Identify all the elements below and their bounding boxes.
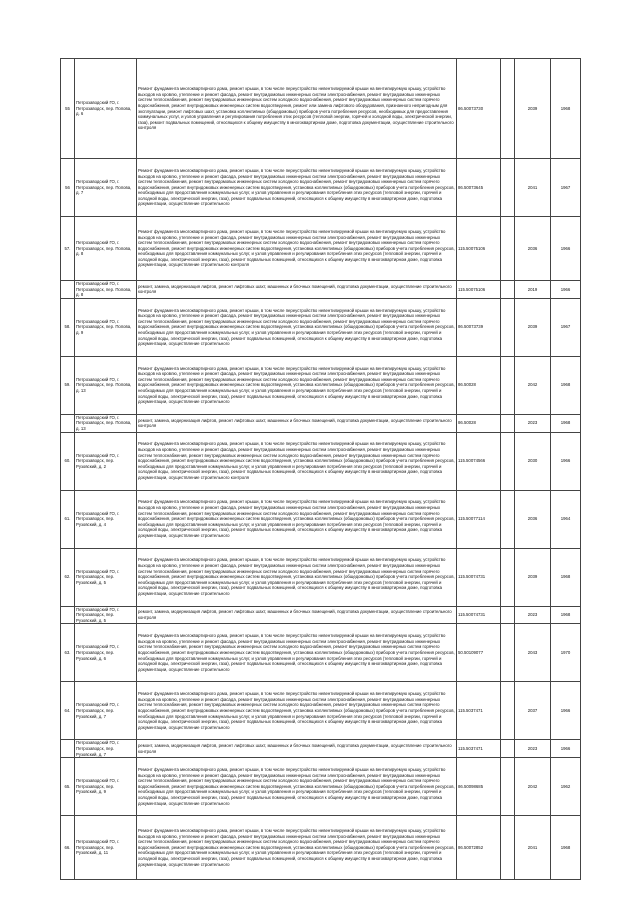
house-id: 115.50074731 xyxy=(457,548,501,606)
house-address: Петрозаводский ГО, г. Петрозаводск, пер. Попова, д. 8 xyxy=(75,217,137,281)
house-id: 50.50109077 xyxy=(457,624,501,682)
row-number: 56 xyxy=(61,159,75,217)
row-number: 55 xyxy=(61,59,75,159)
row-number: 65. xyxy=(61,758,75,816)
house-address: Петрозаводский ГО, г. Петрозаводск, пер. Рузовский, д. 2 xyxy=(75,432,137,490)
house-id: 115.50075106 xyxy=(457,217,501,281)
build-year: 1966 xyxy=(551,682,581,740)
house-address: Петрозаводский ГО, г. Петрозаводск, пер. Рузовский, д. 6 xyxy=(75,624,137,682)
house-address: Петрозаводский ГО, г. Петрозаводск, пер. Рузовский, д. 4 xyxy=(75,490,137,548)
table-row xyxy=(61,548,581,606)
blank-cell xyxy=(501,356,515,414)
build-year: 1968 xyxy=(551,356,581,414)
repair-year: 2037 xyxy=(515,682,551,740)
house-address: Петрозаводский ГО, г. Петрозаводск, пер. Рузовский, д. 5 xyxy=(75,548,137,606)
table-row xyxy=(61,740,581,758)
work-types: Ремонт фундамента многоквартирного дома, ремонт крыши, в том числе переустройство невентилируемой крыши на вентилируемую крышу, устройство выходов на кровлю, утепление и ремонт фасада, ремонт внутридомовых инженерных систем электроснабжения, ремонт внутридомовых инженерных систем теплоснабжения, ремонт внутридомовых инженерных систем холодного водоснабжения, ремонт внутридомовых инженерных систем горячего водоснабжения, ремонт внутридомовых инженерных систем водоотведения, установка коллективных (общедомовых) приборов учета потребления ресурсов, необходимых для предоставления коммунальных услуг, и узлов управления и регулирования потребления этих ресурсов (тепловой энергии, горячей и холодной воды, электрической энергии, газа), ремонт подвальных помещений, относящихся к общему имуществу в многоквартирном доме, подготовка документации, осуществление строительного xyxy=(137,159,457,217)
work-types: Ремонт фундамента многоквартирного дома, ремонт крыши, в том числе переустройство невентилируемой крыши на вентилируемую крышу, устройство выходов на кровлю, утепление и ремонт фасада, ремонт внутридомовых инженерных систем электроснабжения, ремонт внутридомовых инженерных систем теплоснабжения, ремонт внутридомовых инженерных систем холодного водоснабжения, ремонт внутридомовых инженерных систем горячего водоснабжения, ремонт внутридомовых инженерных систем водоотведения, установка коллективных (общедомовых) приборов учета потребления ресурсов, необходимых для предоставления коммунальных услуг, и узлов управления и регулирования потребления этих ресурсов (тепловой энергии, горячей и холодной воды, электрической энергии, газа), ремонт подвальных помещений, относящихся к общему имуществу в многоквартирном доме, подготовка документации, осуществление строительного xyxy=(137,682,457,740)
house-address: Петрозаводский ГО, г. Петрозаводск, пер. Рузовский, д. 7 xyxy=(75,740,137,758)
repair-year: 2023 xyxy=(515,740,551,758)
work-types: Ремонт фундамента многоквартирного дома, ремонт крыши, в том числе переустройство невентилируемой крыши на вентилируемую крышу, устройство выходов на кровлю, утепление и ремонт фасада, ремонт внутридомовых инженерных систем электроснабжения, ремонт внутридомовых инженерных систем теплоснабжения, ремонт внутридомовых инженерных систем холодного водоснабжения, ремонт внутридомовых инженерных систем горячего водоснабжения, ремонт внутридомовых инженерных систем водоотведения, установка коллективных (общедомовых) приборов учета потребления ресурсов, необходимых для предоставления коммунальных услуг, и узлов управления и регулирования потребления этих ресурсов (тепловой энергии, горячей и холодной воды, электрической энергии, газа), ремонт подвальных помещений, относящихся к общему имуществу в многоквартирном доме, подготовка документации, осуществление строительного xyxy=(137,624,457,682)
build-year: 1966 xyxy=(551,740,581,758)
build-year: 1968 xyxy=(551,548,581,606)
house-address: Петрозаводский ГО, г. Петрозаводск, пер. Попова, д. 13 xyxy=(75,356,137,414)
house-address: Петрозаводский ГО, г. Петрозаводск, пер. Рузовский, д. 9 xyxy=(75,758,137,816)
row-number xyxy=(61,606,75,624)
table-row xyxy=(61,281,581,299)
house-id: 86.50072852 xyxy=(457,816,501,880)
work-types: Ремонт фундамента многоквартирного дома, ремонт крыши, в том числе переустройство невентилируемой крыши на вентилируемую крышу, устройство выходов на кровлю, утепление и ремонт фасада, ремонт внутридомовых инженерных систем электроснабжения, ремонт внутридомовых инженерных систем теплоснабжения, ремонт внутридомовых инженерных систем холодного водоснабжения, ремонт внутридомовых инженерных систем горячего водоснабжения, ремонт внутридомовых инженерных систем водоотведения, установка коллективных (общедомовых) приборов учета потребления ресурсов, необходимых для предоставления коммунальных услуг, и узлов управления и регулирования потребления этих ресурсов (тепловой энергии, горячей и холодной воды, электрической энергии, газа), ремонт подвальных помещений, относящихся к общему имуществу в многоквартирном доме, подготовка документации, осуществление строительного xyxy=(137,356,457,414)
capital-repair-table xyxy=(60,58,581,880)
house-id: 86.50028 xyxy=(457,414,501,432)
house-id: 115.50075106 xyxy=(457,281,501,299)
table-row xyxy=(61,59,581,159)
work-types: Ремонт фундамента многоквартирного дома, ремонт крыши, в том числе переустройство невентилируемой крыши на вентилируемую крышу, устройство выходов на кровлю, утепление и ремонт фасада, ремонт внутридомовых инженерных систем электроснабжения, ремонт внутридомовых инженерных систем теплоснабжения, ремонт внутридомовых инженерных систем холодного водоснабжения, ремонт внутридомовых инженерных систем горячего водоснабжения, ремонт внутридомовых инженерных систем водоотведения, установка коллективных (общедомовых) приборов учета потребления ресурсов, необходимых для предоставления коммунальных услуг, и узлов управления и регулирования потребления этих ресурсов (тепловой энергии, горячей и холодной воды, электрической энергии, газа), ремонт подвальных помещений, относящихся к общему имуществу в многоквартирном доме, подготовка документации, осуществление строительного контроля xyxy=(137,432,457,490)
work-types: Ремонт фундамента многоквартирного дома, ремонт крыши, в том числе переустройство невентилируемой крыши на вентилируемую крышу, устройство выходов на кровлю, утепление и ремонт фасада, ремонт внутридомовых инженерных систем электроснабжения, ремонт внутридомовых инженерных систем теплоснабжения, ремонт внутридомовых инженерных систем холодного водоснабжения, ремонт внутридомовых инженерных систем горячего водоснабжения, ремонт внутридомовых инженерных систем водоотведения, установка коллективных (общедомовых) приборов учета потребления ресурсов, необходимых для предоставления коммунальных услуг, и узлов управления и регулирования потребления этих ресурсов (тепловой энергии, горячей и холодной воды, электрической энергии, газа), ремонт подвальных помещений, относящихся к общему имуществу в многоквартирном доме, подготовка документации, осуществление строительного xyxy=(137,298,457,356)
repair-year: 2039 xyxy=(515,548,551,606)
repair-year: 2019 xyxy=(515,281,551,299)
blank-cell xyxy=(501,816,515,880)
house-address: Петрозаводский ГО, г. Петрозаводск, пер. Рузовский, д. 5 xyxy=(75,606,137,624)
blank-cell xyxy=(501,740,515,758)
row-number: 64. xyxy=(61,682,75,740)
blank-cell xyxy=(501,606,515,624)
build-year: 1968 xyxy=(551,414,581,432)
work-types: Ремонт фундамента многоквартирного дома, ремонт крыши, в том числе переустройство невентилируемой крыши на вентилируемую крышу, устройство выходов на кровлю, утепление и ремонт фасада, ремонт внутридомовых инженерных систем электроснабжения, ремонт внутридомовых инженерных систем теплоснабжения, ремонт внутридомовых инженерных систем холодного водоснабжения, ремонт внутридомовых инженерных систем горячего водоснабжения, ремонт внутридомовых инженерных систем водоотведения, установка коллективных (общедомовых) приборов учета потребления ресурсов, необходимых для предоставления коммунальных услуг, и узлов управления и регулирования потребления этих ресурсов (тепловой энергии, горячей и холодной воды, электрической энергии, газа), ремонт подвальных помещений, относящихся к общему имуществу в многоквартирном доме, подготовка документации, осуществление строительного xyxy=(137,816,457,880)
table-row xyxy=(61,490,581,548)
table-body xyxy=(61,59,581,880)
build-year: 1968 xyxy=(551,59,581,159)
house-address: Петрозаводский ГО, г. Петрозаводск, пер. Рузовский, д. 7 xyxy=(75,682,137,740)
house-id: 115.5037471 xyxy=(457,740,501,758)
house-id: 86.50073739 xyxy=(457,298,501,356)
row-number: 57. xyxy=(61,217,75,281)
repair-year: 2030 xyxy=(515,432,551,490)
build-year: 1962 xyxy=(551,758,581,816)
build-year: 1967 xyxy=(551,298,581,356)
row-number: 58. xyxy=(61,298,75,356)
row-number xyxy=(61,414,75,432)
house-id: 115.5037471 xyxy=(457,682,501,740)
blank-cell xyxy=(501,758,515,816)
house-id: 115.50074566 xyxy=(457,432,501,490)
house-id: 86.50028 xyxy=(457,356,501,414)
work-types: ремонт, замена, модернизация лифтов, ремонт лифтовых шахт, машинных и блочных помещений, подготовка документации, осуществление строительного контроля xyxy=(137,740,457,758)
blank-cell xyxy=(501,682,515,740)
blank-cell xyxy=(501,548,515,606)
house-address: Петрозаводский ГО, г. Петрозаводск, пер. Попова, д. 9 xyxy=(75,298,137,356)
row-number: 61. xyxy=(61,490,75,548)
blank-cell xyxy=(501,281,515,299)
work-types: Ремонт фундамента многоквартирного дома, ремонт крыши, в том числе переустройство невентилируемой крыши на вентилируемую крышу, устройство выходов на кровлю, утепление и ремонт фасада, ремонт внутридомовых инженерных систем электроснабжения, ремонт внутридомовых инженерных систем теплоснабжения, ремонт внутридомовых инженерных систем холодного водоснабжения, ремонт внутридомовых инженерных систем горячего водоснабжения, ремонт внутридомовых инженерных систем водоотведения, ремонт или замена лифтового оборудования, признанного непригодным для эксплуатации, ремонт лифтовых шахт, установка коллективных (общедомовых) приборов учета потребления ресурсов, необходимых для предоставления коммунальных услуг, и узлов управления и регулирования потребления этих ресурсов (тепловой энергии, горячей и холодной воды, электрической энергии, газа), ремонт подвальных помещений, относящихся к общему имуществу в многоквартирном доме, подготовка документации, осуществление строительного контроля xyxy=(137,59,457,159)
house-id: 86.50073730 xyxy=(457,59,501,159)
row-number: 62. xyxy=(61,548,75,606)
house-id: 86.50098685 xyxy=(457,758,501,816)
blank-cell xyxy=(501,490,515,548)
table-row xyxy=(61,816,581,880)
build-year: 1964 xyxy=(551,490,581,548)
blank-cell xyxy=(501,432,515,490)
table-row xyxy=(61,624,581,682)
table-row xyxy=(61,758,581,816)
table-row xyxy=(61,682,581,740)
build-year: 1966 xyxy=(551,432,581,490)
repair-year: 2039 xyxy=(515,298,551,356)
work-types: ремонт, замена, модернизация лифтов, ремонт лифтовых шахт, машинных и блочных помещений, подготовка документации, осуществление строительного контроля xyxy=(137,606,457,624)
repair-year: 2041 xyxy=(515,159,551,217)
row-number: 66. xyxy=(61,816,75,880)
row-number xyxy=(61,740,75,758)
work-types: ремонт, замена, модернизация лифтов, ремонт лифтовых шахт, машинных и блочных помещений, подготовка документации, осуществление строительного контроля xyxy=(137,414,457,432)
row-number xyxy=(61,281,75,299)
repair-year: 2042 xyxy=(515,356,551,414)
build-year: 1966 xyxy=(551,281,581,299)
table-row xyxy=(61,217,581,281)
blank-cell xyxy=(501,624,515,682)
work-types: Ремонт фундамента многоквартирного дома, ремонт крыши, в том числе переустройство невентилируемой крыши на вентилируемую крышу, устройство выходов на кровлю, утепление и ремонт фасада, ремонт внутридомовых инженерных систем электроснабжения, ремонт внутридомовых инженерных систем теплоснабжения, ремонт внутридомовых инженерных систем холодного водоснабжения, ремонт внутридомовых инженерных систем горячего водоснабжения, ремонт внутридомовых инженерных систем водоотведения, установка коллективных (общедомовых) приборов учета потребления ресурсов, необходимых для предоставления коммунальных услуг, и узлов управления и регулирования потребления этих ресурсов (тепловой энергии, горячей и холодной воды, электрической энергии, газа), ремонт подвальных помещений, относящихся к общему имуществу в многоквартирном доме, подготовка документации, осуществление строительного xyxy=(137,548,457,606)
build-year: 1966 xyxy=(551,217,581,281)
work-types: Ремонт фундамента многоквартирного дома, ремонт крыши, в том числе переустройство невентилируемой крыши на вентилируемую крышу, устройство выходов на кровлю, утепление и ремонт фасада, ремонт внутридомовых инженерных систем электроснабжения, ремонт внутридомовых инженерных систем теплоснабжения, ремонт внутридомовых инженерных систем холодного водоснабжения, ремонт внутридомовых инженерных систем горячего водоснабжения, ремонт внутридомовых инженерных систем водоотведения, установка коллективных (общедомовых) приборов учета потребления ресурсов, необходимых для предоставления коммунальных услуг, и узлов управления и регулирования потребления этих ресурсов (тепловой энергии, горячей и холодной воды, электрической энергии, газа), ремонт подвальных помещений, относящихся к общему имуществу в многоквартирном доме, подготовка документации, осуществление строительного контроля xyxy=(137,217,457,281)
repair-year: 2041 xyxy=(515,816,551,880)
work-types: Ремонт фундамента многоквартирного дома, ремонт крыши, в том числе переустройство невентилируемой крыши на вентилируемую крышу, устройство выходов на кровлю, утепление и ремонт фасада, ремонт внутридомовых инженерных систем электроснабжения, ремонт внутридомовых инженерных систем теплоснабжения, ремонт внутридомовых инженерных систем холодного водоснабжения, ремонт внутридомовых инженерных систем горячего водоснабжения, ремонт внутридомовых инженерных систем водоотведения, установка коллективных (общедомовых) приборов учета потребления ресурсов, необходимых для предоставления коммунальных услуг, и узлов управления и регулирования потребления этих ресурсов (тепловой энергии, горячей и холодной воды, электрической энергии, газа), ремонт подвальных помещений, относящихся к общему имуществу в многоквартирном доме, подготовка документации, осуществление строительного xyxy=(137,490,457,548)
repair-year: 2043 xyxy=(515,624,551,682)
blank-cell xyxy=(501,217,515,281)
repair-year: 2036 xyxy=(515,490,551,548)
work-types: ремонт, замена, модернизация лифтов, ремонт лифтовых шахт, машинных и блочных помещений, подготовка документации, осуществление строительного контроля xyxy=(137,281,457,299)
house-id: 115.50074731 xyxy=(457,606,501,624)
house-address: Петрозаводский ГО, г. Петрозаводск, пер. Попова, д. 8 xyxy=(75,281,137,299)
blank-cell xyxy=(501,414,515,432)
table-row xyxy=(61,606,581,624)
repair-year: 2039 xyxy=(515,59,551,159)
build-year: 1968 xyxy=(551,816,581,880)
house-address: Петрозаводский ГО, г. Петрозаводск, пер. Попова, д. 13 xyxy=(75,414,137,432)
table-row xyxy=(61,432,581,490)
house-id: 86.50073645 xyxy=(457,159,501,217)
build-year: 1970 xyxy=(551,624,581,682)
row-number: 59. xyxy=(61,356,75,414)
blank-cell xyxy=(501,298,515,356)
repair-year: 2036 xyxy=(515,217,551,281)
blank-cell xyxy=(501,59,515,159)
row-number: 63. xyxy=(61,624,75,682)
table-row xyxy=(61,356,581,414)
work-types: Ремонт фундамента многоквартирного дома, ремонт крыши, в том числе переустройство невентилируемой крыши на вентилируемую крышу, устройство выходов на кровлю, утепление и ремонт фасада, ремонт внутридомовых инженерных систем электроснабжения, ремонт внутридомовых инженерных систем теплоснабжения, ремонт внутридомовых инженерных систем холодного водоснабжения, ремонт внутридомовых инженерных систем горячего водоснабжения, ремонт внутридомовых инженерных систем водоотведения, установка коллективных (общедомовых) приборов учета потребления ресурсов, необходимых для предоставления коммунальных услуг, и узлов управления и регулирования потребления этих ресурсов (тепловой энергии, горячей и холодной воды, электрической энергии, газа), ремонт подвальных помещений, относящихся к общему имуществу в многоквартирном доме, подготовка документации, осуществление строительного xyxy=(137,758,457,816)
table-row xyxy=(61,414,581,432)
house-address: Петрозаводский ГО, г. Петрозаводск, пер. Попова, д. 6 xyxy=(75,59,137,159)
table-row xyxy=(61,159,581,217)
row-number: 60. xyxy=(61,432,75,490)
build-year: 1968 xyxy=(551,606,581,624)
repair-year: 2023 xyxy=(515,606,551,624)
build-year: 1967 xyxy=(551,159,581,217)
blank-cell xyxy=(501,159,515,217)
repair-year: 2042 xyxy=(515,758,551,816)
house-address: Петрозаводский ГО, г. Петрозаводск, пер. Попова, д. 7 xyxy=(75,159,137,217)
repair-year: 2023 xyxy=(515,414,551,432)
table-row xyxy=(61,298,581,356)
house-address: Петрозаводский ГО, г. Петрозаводск, пер. Рузовский, д. 11 xyxy=(75,816,137,880)
house-id: 115.50077114 xyxy=(457,490,501,548)
